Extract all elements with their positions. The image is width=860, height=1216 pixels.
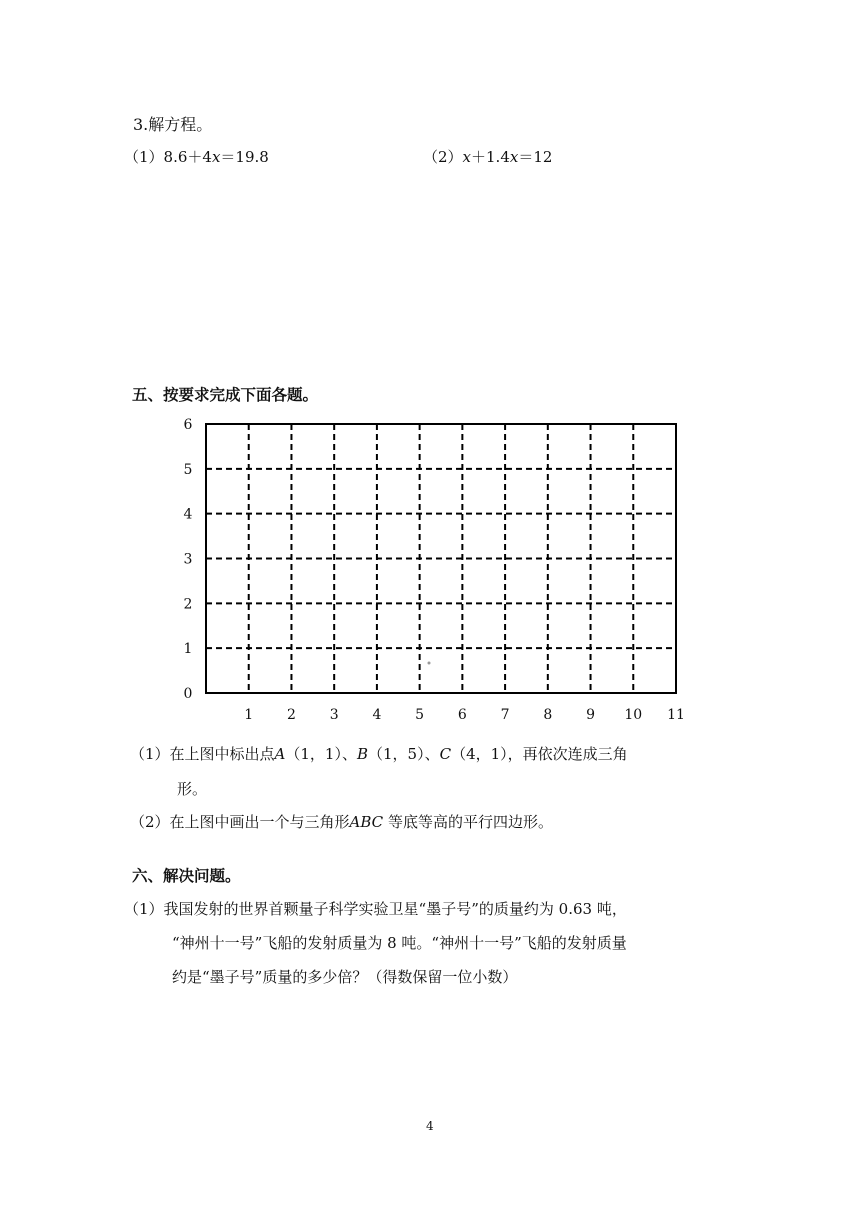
task-2: [130, 811, 553, 832]
y-axis-labels: [184, 417, 193, 702]
point-a-label: A: [274, 745, 286, 763]
problem-1-line-1: （1）我国发射的世界首颗量子科学实验卫星“墨子号”的质量约为 0.63 吨，: [124, 900, 627, 918]
equation-1-prefix: （1）8.6＋4: [124, 148, 212, 166]
task-2-text-1: （2）在上图中画出一个与三角形: [130, 813, 350, 831]
x-axis-labels: [244, 707, 685, 723]
problem-1-line-2: “神州十一号”飞船的发射质量为 8 吨。“神州十一号”飞船的发射质量: [172, 934, 627, 952]
horizontal-grid-lines: [206, 469, 676, 648]
task-1-text-4: （4，1），再依次连成三角: [451, 745, 628, 763]
equation-2-variable-1: x: [462, 148, 472, 166]
y-tick-label: 2: [183, 596, 193, 613]
x-tick-label: 1: [244, 707, 254, 723]
y-tick-label: 6: [183, 417, 193, 433]
grid-dot: [428, 662, 431, 665]
equation-2-variable-2: x: [509, 148, 519, 166]
x-tick-label: 3: [329, 707, 339, 723]
y-tick-label: 0: [183, 686, 193, 702]
equation-1: [124, 146, 269, 167]
point-c-label: C: [439, 745, 452, 763]
y-tick-label: 5: [183, 461, 193, 478]
x-tick-label: 9: [586, 707, 596, 723]
triangle-abc-label: ABC: [349, 813, 384, 831]
task-1-text-3: （1，5）、: [368, 745, 440, 763]
task-1: [130, 743, 628, 764]
y-tick-label: 4: [183, 506, 193, 523]
y-tick-label: 3: [183, 551, 193, 568]
task-1-line-2: 形。: [177, 780, 208, 798]
equation-2-prefix: （2）: [423, 148, 463, 166]
point-b-label: B: [356, 745, 369, 763]
x-tick-label: 5: [415, 707, 425, 723]
x-tick-label: 6: [457, 707, 467, 723]
coordinate-grid: [170, 414, 700, 724]
x-tick-label: 7: [500, 707, 510, 723]
page-number: 4: [426, 1119, 434, 1133]
section-5-title: 五、按要求完成下面各题。: [132, 386, 319, 404]
x-tick-label: 8: [543, 707, 553, 723]
section-3-title: 3.解方程。: [133, 115, 213, 134]
y-tick-label: 1: [183, 641, 193, 658]
x-tick-label: 10: [624, 707, 643, 723]
equation-1-variable: x: [211, 148, 221, 166]
x-tick-label: 2: [286, 707, 296, 723]
equation-1-suffix: ＝19.8: [220, 148, 269, 166]
x-tick-label: 4: [372, 707, 382, 723]
equation-2-suffix: ＝12: [518, 148, 553, 166]
x-tick-label: 11: [667, 707, 685, 723]
equation-2: [423, 146, 552, 167]
task-2-text-2: 等底等高的平行四边形。: [383, 813, 553, 831]
task-1-text-2: （1，1）、: [285, 745, 357, 763]
task-1-text-1: （1）在上图中标出点: [130, 745, 275, 763]
section-6-title: 六、解决问题。: [132, 867, 241, 885]
problem-1-line-3: 约是“墨子号”质量的多少倍？（得数保留一位小数）: [172, 968, 518, 986]
equation-2-middle: ＋1.4: [471, 148, 510, 166]
